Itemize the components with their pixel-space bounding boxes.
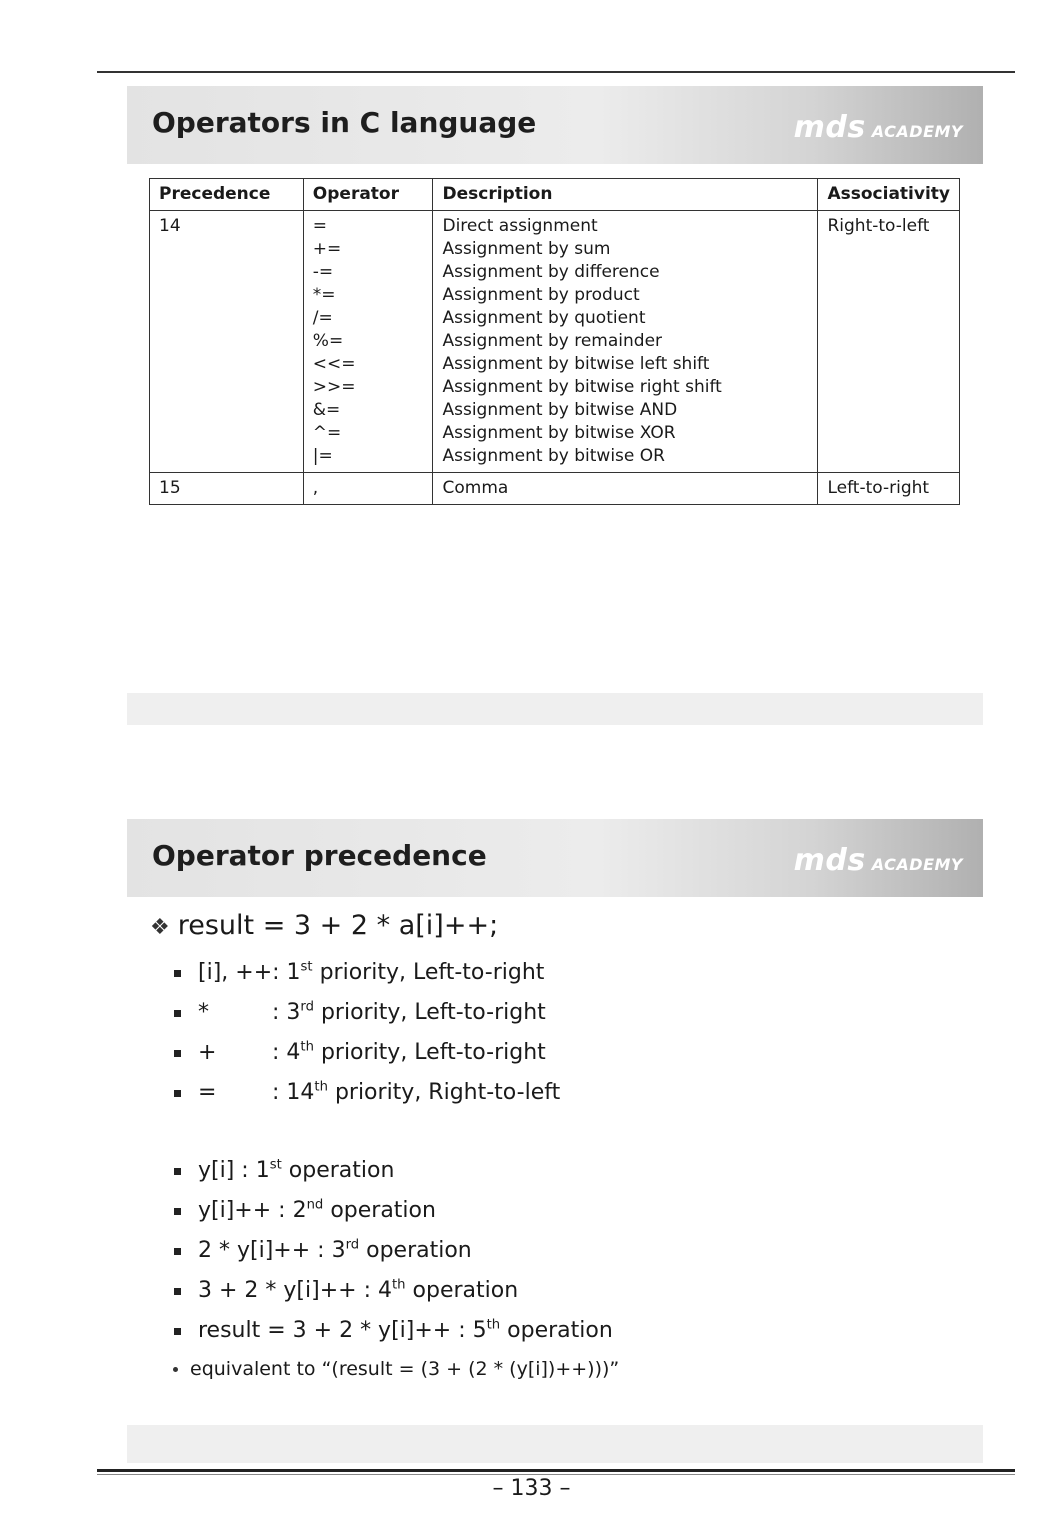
description-cell: [433, 211, 818, 473]
priority-item: [198, 1073, 950, 1113]
slide-header-precedence: [127, 819, 983, 897]
operator-symbol: +=: [312, 239, 342, 259]
page-number: – 133 –: [492, 1476, 571, 1501]
operation-item: [198, 1311, 950, 1351]
associativity-cell: Left-to-right: [818, 473, 960, 505]
operation-rank: 2: [292, 1198, 307, 1223]
description-line: Assignment by bitwise AND: [442, 400, 678, 420]
operator-symbol: *=: [312, 285, 336, 305]
operators-table: [149, 178, 960, 505]
operator-symbol: %=: [312, 331, 344, 351]
colon: :: [310, 1238, 332, 1263]
operation-text: operation: [507, 1318, 613, 1343]
logo-main: mds: [793, 110, 866, 145]
description-line: Assignment by remainder: [442, 331, 663, 351]
header-description: Description: [433, 179, 818, 211]
priority-suffix: th: [300, 1039, 314, 1055]
operation-expression: 2 * y[i]++: [198, 1238, 311, 1263]
colon: :: [272, 1000, 287, 1025]
logo-sub: ACADEMY: [871, 122, 963, 141]
priority-text: priority, Right-to-left: [334, 1080, 561, 1105]
expression-bullet: [150, 910, 950, 941]
operation-suffix: th: [391, 1277, 406, 1293]
operation-text: operation: [366, 1238, 472, 1263]
description-line: Direct assignment: [442, 216, 598, 236]
priority-operator: [i], ++: [198, 960, 273, 985]
precedence-cell: 15: [150, 473, 304, 505]
colon: :: [451, 1318, 473, 1343]
operation-item: [198, 1191, 950, 1231]
priority-list: [150, 953, 950, 1113]
operation-expression: y[i]: [198, 1158, 235, 1183]
operation-text: operation: [330, 1198, 436, 1223]
priority-text: priority, Left-to-right: [319, 960, 545, 985]
logo-main: mds: [793, 843, 866, 878]
colon: :: [271, 1198, 293, 1223]
priority-item: [198, 993, 950, 1033]
bottom-rule-thin: [97, 1474, 1015, 1475]
description-line: Assignment by product: [442, 285, 640, 305]
operator-symbol: >>=: [312, 377, 356, 397]
operation-suffix: rd: [345, 1237, 360, 1253]
diamond-bullet-icon: ❖: [150, 915, 170, 940]
priority-rank: 14: [286, 1080, 315, 1105]
expression-text: result = 3 + 2 * a[i]++;: [177, 910, 499, 941]
bottom-rule: [97, 1469, 1015, 1472]
priority-operator: =: [198, 1080, 217, 1105]
operator-symbol: /=: [312, 308, 333, 328]
operator-symbol: -=: [312, 262, 334, 282]
operator-symbol: |=: [312, 446, 333, 466]
operator-cell: [303, 473, 433, 505]
header-precedence: Precedence: [150, 179, 304, 211]
priority-suffix: st: [300, 959, 313, 975]
operation-item: [198, 1151, 950, 1191]
operation-expression: result = 3 + 2 * y[i]++: [198, 1318, 452, 1343]
priority-operator: *: [198, 1000, 209, 1025]
operation-expression: 3 + 2 * y[i]++: [198, 1278, 357, 1303]
priority-suffix: rd: [300, 999, 314, 1015]
description-line: Assignment by bitwise right shift: [442, 377, 722, 397]
operator-symbol: =: [312, 216, 328, 236]
precedence-content: [150, 910, 950, 1387]
equivalent-note: equivalent to “(result = (3 + (2 * (y[i])++)))”: [190, 1351, 950, 1387]
operation-suffix: st: [269, 1157, 282, 1173]
priority-item: [198, 953, 950, 993]
operation-list: [150, 1151, 950, 1351]
priority-text: priority, Left-to-right: [320, 1000, 546, 1025]
priority-suffix: th: [314, 1079, 328, 1095]
description-cell: [433, 473, 818, 505]
priority-rank: 3: [286, 1000, 301, 1025]
priority-item: [198, 1033, 950, 1073]
colon: :: [272, 960, 287, 985]
header-operator: Operator: [303, 179, 433, 211]
equivalent-list: [150, 1351, 950, 1387]
description-line: Assignment by bitwise left shift: [442, 354, 710, 374]
operation-suffix: nd: [306, 1197, 324, 1213]
operation-rank: 4: [377, 1278, 392, 1303]
slide-title: Operator precedence: [152, 839, 487, 872]
operator-symbol: &=: [312, 400, 341, 420]
operator-symbol: ^=: [312, 423, 342, 443]
associativity-cell: Right-to-left: [818, 211, 960, 473]
logo-sub: ACADEMY: [871, 855, 963, 874]
operation-rank: 1: [255, 1158, 270, 1183]
colon: :: [272, 1040, 287, 1065]
operator-symbol: <<=: [312, 354, 356, 374]
operation-item: [198, 1271, 950, 1311]
description-line: Assignment by difference: [442, 262, 660, 282]
top-rule: [97, 71, 1015, 73]
header-associativity: Associativity: [818, 179, 960, 211]
operation-item: [198, 1231, 950, 1271]
mds-academy-logo: [794, 110, 963, 145]
priority-rank: 4: [286, 1040, 301, 1065]
description-line: Assignment by sum: [442, 239, 611, 259]
colon: :: [272, 1080, 287, 1105]
priority-operator: +: [198, 1040, 217, 1065]
description-line: Assignment by quotient: [442, 308, 646, 328]
table-row: [150, 473, 960, 505]
colon: :: [356, 1278, 378, 1303]
table-header-row: [150, 179, 960, 211]
operator-symbol: ,: [312, 478, 319, 498]
priority-text: priority, Left-to-right: [320, 1040, 546, 1065]
slide-header-operators: [127, 86, 983, 164]
operation-rank: 5: [472, 1318, 487, 1343]
slide-title: Operators in C language: [152, 106, 537, 139]
gray-band: [127, 693, 983, 725]
operation-expression: y[i]++: [198, 1198, 272, 1223]
table-row: [150, 211, 960, 473]
operation-rank: 3: [331, 1238, 346, 1263]
description-line: Comma: [442, 478, 509, 498]
colon: :: [234, 1158, 256, 1183]
priority-rank: 1: [286, 960, 301, 985]
precedence-cell: 14: [150, 211, 304, 473]
gray-band: [127, 1425, 983, 1463]
description-line: Assignment by bitwise XOR: [442, 423, 676, 443]
operation-text: operation: [412, 1278, 519, 1303]
operation-suffix: th: [486, 1317, 501, 1333]
description-line: Assignment by bitwise OR: [442, 446, 665, 466]
mds-academy-logo: [794, 843, 963, 878]
operator-cell: [303, 211, 433, 473]
operation-text: operation: [288, 1158, 395, 1183]
